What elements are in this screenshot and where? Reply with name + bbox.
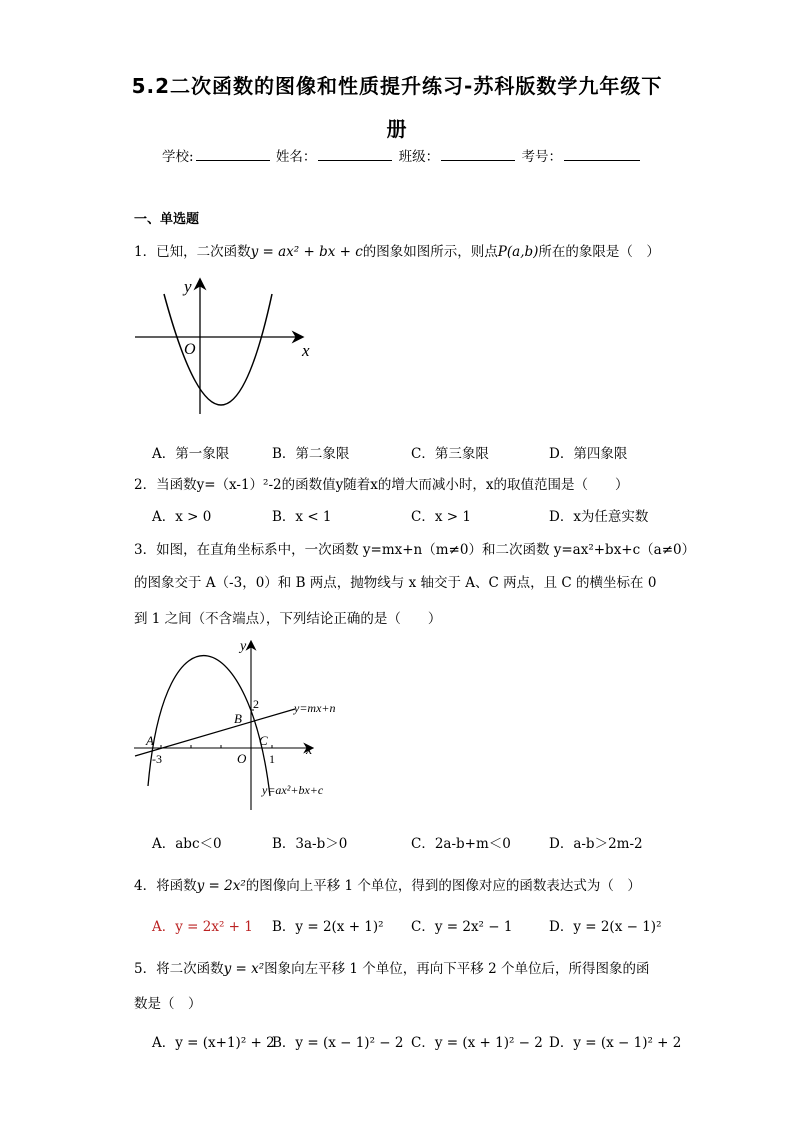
page-title: 5.2二次函数的图像和性质提升练习-苏科版数学九年级下: [131, 74, 663, 98]
page-title-continued: 册: [386, 117, 408, 141]
q4-option-c[interactable]: C．y = 2x² − 1: [411, 919, 513, 935]
q1-formula: y = ax² + bx + c: [250, 244, 363, 260]
q4-text: 4．将函数: [134, 878, 197, 894]
q3-tick-1: 1: [269, 752, 275, 766]
q5-text: 5．将二次函数: [134, 961, 224, 977]
q4-option-a[interactable]: [152, 915, 253, 935]
q3-option-c[interactable]: C．2a-b+m＜0: [411, 836, 511, 852]
q5-option-b[interactable]: B．y = (x − 1)² − 2: [272, 1035, 404, 1051]
q3-tick-neg3: -3: [152, 752, 162, 766]
q1-text: 1．已知，二次函数: [134, 244, 251, 260]
q5-option-c[interactable]: C．y = (x + 1)² − 2: [411, 1035, 543, 1051]
q3-x-label: x: [306, 743, 313, 758]
q3-graph: [130, 636, 360, 816]
class-label: 班级：: [398, 149, 440, 165]
q2-option-c[interactable]: C．x > 1: [411, 509, 471, 525]
q3-point-a-label: A: [146, 733, 154, 748]
q1-x-label: x: [302, 341, 310, 360]
q1-y-label: y: [184, 277, 192, 296]
q4-text-b: 的图像向上平移 1 个单位，得到的图像对应的函数表达式为（ ）: [245, 878, 641, 894]
q1-option-d[interactable]: D．第四象限: [549, 446, 628, 462]
q4-formula: y = 2x²: [196, 878, 246, 894]
question-5-line-2: 数是（ ）: [134, 996, 202, 1012]
q4-option-b[interactable]: B．y = 2(x + 1)²: [272, 919, 384, 935]
q3-line-label: y=mx+n: [294, 701, 336, 715]
question-4: [134, 874, 641, 894]
q4-option-a-text: A．y = 2x² + 1: [152, 919, 253, 935]
q3-option-a[interactable]: A．abc＜0: [152, 836, 222, 852]
q3-tick-2: 2: [253, 697, 259, 711]
school-blank[interactable]: [196, 146, 270, 161]
q1-parabola-graph: [130, 274, 320, 424]
question-1: [134, 240, 660, 260]
q1-parabola: [164, 294, 272, 405]
q1-option-b[interactable]: B．第二象限: [272, 446, 350, 462]
name-blank[interactable]: [318, 146, 392, 161]
student-info-row: [162, 145, 642, 165]
q1-origin-label: O: [184, 341, 196, 358]
q3-parabola-label: y=ax²+bx+c: [262, 783, 324, 797]
q3-parabola: [148, 656, 270, 796]
q3-origin-label: O: [237, 751, 247, 766]
section-heading: 一、单选题: [134, 212, 200, 227]
question-3-line-1: 3．如图，在直角坐标系中，一次函数 y=mx+n（m≠0）和二次函数 y=ax²+bx+c（a≠0）: [134, 542, 696, 558]
q5-formula: y = x²: [223, 961, 265, 977]
q1-option-c[interactable]: C．第三象限: [411, 446, 489, 462]
q2-option-b[interactable]: B．x < 1: [272, 509, 332, 525]
q5-option-d[interactable]: D．y = (x − 1)² + 2: [549, 1035, 682, 1051]
q4-option-d[interactable]: D．y = 2(x − 1)²: [549, 919, 662, 935]
q1-point: P(a,b): [497, 244, 539, 260]
exam-no-label: 考号：: [521, 149, 562, 165]
exam-no-blank[interactable]: [564, 146, 640, 161]
q1-option-a[interactable]: A．第一象限: [152, 446, 230, 462]
question-3-line-3: 到 1 之间（不含端点），下列结论正确的是（ ）: [134, 611, 442, 627]
name-label: 姓名：: [275, 149, 317, 165]
q2-option-d[interactable]: D．x为任意实数: [549, 509, 649, 525]
q5-text-b: 图象向左平移 1 个单位，再向下平移 2 个单位后，所得图象的函: [264, 961, 650, 977]
q1-text-b: 的图象如图所示，则点: [362, 244, 498, 260]
question-5-line-1: [134, 957, 649, 977]
question-2: 2．当函数y=（x-1）²-2的函数值y随着x的增大而减小时，x的取值范围是（ ）: [134, 477, 629, 493]
q3-option-b[interactable]: B．3a-b＞0: [272, 836, 348, 852]
q5-option-a[interactable]: A．y = (x+1)² + 2: [152, 1035, 275, 1051]
q3-option-d[interactable]: D．a-b＞2m-2: [549, 836, 643, 852]
question-3-line-2: 的图象交于 A（-3，0）和 B 两点，抛物线与 x 轴交于 A、C 两点，且 C 的横坐标在 0: [134, 575, 657, 591]
q2-option-a[interactable]: A．x > 0: [152, 509, 212, 525]
q3-point-c-label: C: [259, 733, 268, 748]
q3-point-b-label: B: [234, 711, 242, 726]
q3-y-label: y: [240, 639, 247, 654]
school-label: 学校:: [162, 149, 194, 165]
class-blank[interactable]: [441, 146, 515, 161]
q1-text-c: 所在的象限是（ ）: [538, 244, 660, 260]
